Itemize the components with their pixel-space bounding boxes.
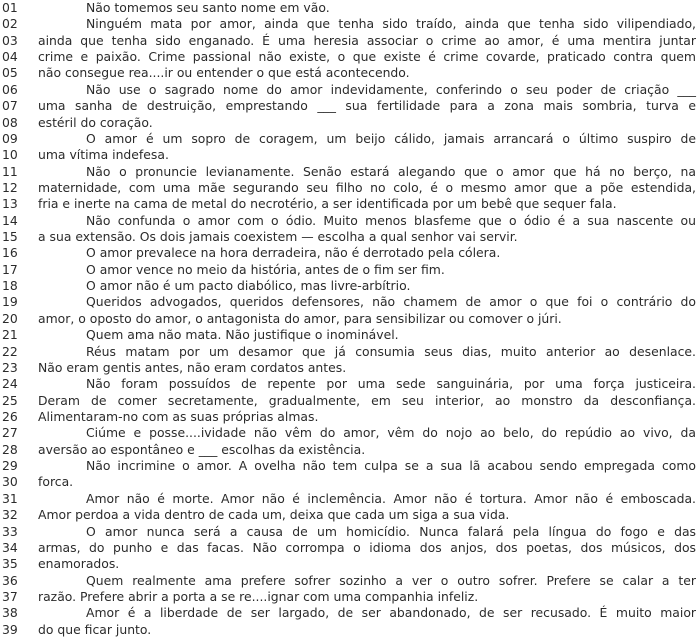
text-line	[0, 605, 699, 621]
line-number: 29	[2, 458, 18, 474]
line-number: 27	[2, 425, 18, 441]
line-text: O amor nunca será a causa de um homicídio. Nunca falará pela língua do fogo e das	[86, 523, 696, 539]
text-line	[0, 229, 699, 245]
text-line	[0, 147, 699, 163]
line-number: 34	[2, 539, 18, 555]
line-text: Amor é a liberdade de ser largado, de ser abandonado, de ser recusado. É muito maior	[86, 605, 696, 621]
text-line	[0, 262, 699, 278]
line-text: Ciúme e posse....ividade não vêm do amor, vêm do nojo ao belo, do repúdio ao vivo, da	[86, 425, 696, 441]
line-text: maternidade, com uma mãe segurando seu filho no colo, é o mesmo amor que a põe estendida,	[38, 179, 696, 195]
line-text: ainda que tenha sido enganado. É uma heresia associar o crime ao amor, é uma mentira juntar	[38, 32, 696, 48]
text-line	[0, 164, 699, 180]
line-text: razão. Prefere abrir a porta a se re....ignar com uma companhia infeliz.	[38, 588, 479, 604]
text-line	[0, 524, 699, 540]
line-number: 37	[2, 588, 18, 604]
text-line	[0, 491, 699, 507]
line-number: 07	[2, 98, 18, 114]
line-text: Réus matam por um desamor que já consumia seus dias, muito anterior ao desenlace.	[86, 343, 696, 359]
text-line	[0, 409, 699, 425]
line-text: Não use o sagrado nome do amor indevidamente, conferindo o seu poder de criação ___	[86, 81, 696, 97]
text-line	[0, 556, 699, 572]
line-text: Amor não é morte. Amor não é inclemência. Amor não é tortura. Amor não é emboscada.	[86, 490, 696, 506]
text-line	[0, 327, 699, 343]
line-text: Alimentaram-no com as suas próprias almas.	[38, 408, 319, 424]
line-text: Quem ama não mata. Não justifique o inominável.	[86, 327, 399, 343]
line-number: 10	[2, 147, 18, 163]
line-number: 13	[2, 196, 18, 212]
text-line	[0, 131, 699, 147]
line-text: uma sanha de destruição, emprestando ___ sua fertilidade para a zona mais sombria, turva e	[38, 98, 696, 114]
line-number: 20	[2, 310, 18, 326]
line-number: 22	[2, 343, 18, 359]
line-text: Amor perdoa a vida dentro de cada um, deixa que cada um siga a sua vida.	[38, 507, 510, 523]
text-line	[0, 245, 699, 261]
text-line	[0, 540, 699, 556]
line-number: 03	[2, 32, 18, 48]
line-number: 32	[2, 507, 18, 523]
line-number: 31	[2, 490, 18, 506]
text-line	[0, 589, 699, 605]
text-line	[0, 393, 699, 409]
line-text: crime e paixão. Crime passional não existe, o que existe é crime covarde, praticado contra quem	[38, 49, 696, 65]
text-line	[0, 33, 699, 49]
line-number: 38	[2, 605, 18, 621]
text-line	[0, 376, 699, 392]
text-line	[0, 49, 699, 65]
line-text: Queridos advogados, queridos defensores, não chamem de amor o que foi o contrário do	[86, 294, 696, 310]
line-number: 24	[2, 376, 18, 392]
line-text: não consegue rea....ir ou entender o que está acontecendo.	[38, 65, 410, 81]
text-line	[0, 458, 699, 474]
line-number: 04	[2, 49, 18, 65]
text-line	[0, 0, 699, 16]
text-line	[0, 65, 699, 81]
line-text: fria e inerte na cama de metal do necrotério, a ser identificada por um bebê que sequer fala.	[38, 196, 617, 212]
line-text: Não foram possuídos de repente por uma sede sanguinária, por uma força justiceira.	[86, 376, 696, 392]
text-line	[0, 344, 699, 360]
text-line	[0, 180, 699, 196]
text-line	[0, 442, 699, 458]
line-text: Quem realmente ama prefere sofrer sozinho a ver o outro sofrer. Prefere se calar a ter	[86, 572, 696, 588]
text-line	[0, 115, 699, 131]
line-text: O amor não é um pacto diabólico, mas livre-arbítrio.	[86, 278, 411, 294]
text-line	[0, 507, 699, 523]
text-line	[0, 573, 699, 589]
line-text: do que ficar junto.	[38, 621, 152, 637]
line-number: 16	[2, 245, 18, 261]
line-text: uma vítima indefesa.	[38, 147, 169, 163]
line-number: 02	[2, 16, 18, 32]
line-number: 15	[2, 229, 18, 245]
text-line	[0, 474, 699, 490]
line-number: 01	[2, 0, 18, 15]
line-number: 25	[2, 392, 18, 408]
line-text: Deram de comer secretamente, gradualmente, em seu interior, ao monstro da desconfiança.	[38, 392, 696, 408]
line-text: Não incrimine o amor. A ovelha não tem culpa se a sua lã acabou sendo empregada como	[86, 458, 696, 474]
line-text: Não o pronuncie levianamente. Senão estará alegando que o amor que há no berço, na	[86, 163, 696, 179]
line-text: a sua extensão. Os dois jamais coexistem — escolha a qual senhor vai servir.	[38, 229, 518, 245]
line-text: amor, o oposto do amor, o antagonista do amor, para sensibilizar ou comover o júri.	[38, 310, 562, 326]
text-line	[0, 311, 699, 327]
line-number: 05	[2, 65, 18, 81]
line-text: armas, do punho e das facas. Não corrompa o idioma dos anjos, dos poetas, dos músicos, dos	[38, 539, 696, 555]
line-number: 06	[2, 81, 18, 97]
line-text: O amor é um sopro de coragem, um beijo cálido, jamais arrancará o último suspiro de	[86, 130, 696, 146]
line-text: forca.	[38, 474, 74, 490]
line-number: 39	[2, 621, 18, 637]
line-number: 09	[2, 130, 18, 146]
text-line	[0, 82, 699, 98]
text-line	[0, 294, 699, 310]
text-line	[0, 425, 699, 441]
line-text: Não tomemos seu santo nome em vão.	[86, 0, 330, 15]
line-number: 14	[2, 212, 18, 228]
text-line	[0, 622, 699, 638]
line-text: Não eram gentis antes, não eram cordatos antes.	[38, 359, 347, 375]
line-number: 33	[2, 523, 18, 539]
text-line	[0, 278, 699, 294]
line-text: Ninguém mata por amor, ainda que tenha sido traído, ainda que tenha sido vilipendiado,	[86, 16, 696, 32]
line-text: aversão ao espontâneo e ___ escolhas da existência.	[38, 441, 366, 457]
line-text: O amor vence no meio da história, antes de o fim ser fim.	[86, 261, 445, 277]
line-number: 23	[2, 359, 18, 375]
text-line	[0, 196, 699, 212]
line-number: 30	[2, 474, 18, 490]
line-number: 17	[2, 261, 18, 277]
line-number: 35	[2, 556, 18, 572]
line-number: 08	[2, 114, 18, 130]
line-number: 36	[2, 572, 18, 588]
line-number: 12	[2, 179, 18, 195]
line-text: estéril do coração.	[38, 114, 153, 130]
line-number: 28	[2, 441, 18, 457]
line-number: 21	[2, 327, 18, 343]
line-text: O amor prevalece na hora derradeira, não é derrotado pela cólera.	[86, 245, 501, 261]
line-text: Não confunda o amor com o ódio. Muito menos blasfeme que o ódio é a sua nascente ou	[86, 212, 696, 228]
text-line	[0, 360, 699, 376]
line-number: 11	[2, 163, 18, 179]
line-number: 26	[2, 408, 18, 424]
line-number: 18	[2, 278, 18, 294]
text-line	[0, 98, 699, 114]
line-text: enamorados.	[38, 556, 120, 572]
text-line	[0, 16, 699, 32]
text-line	[0, 213, 699, 229]
line-number: 19	[2, 294, 18, 310]
